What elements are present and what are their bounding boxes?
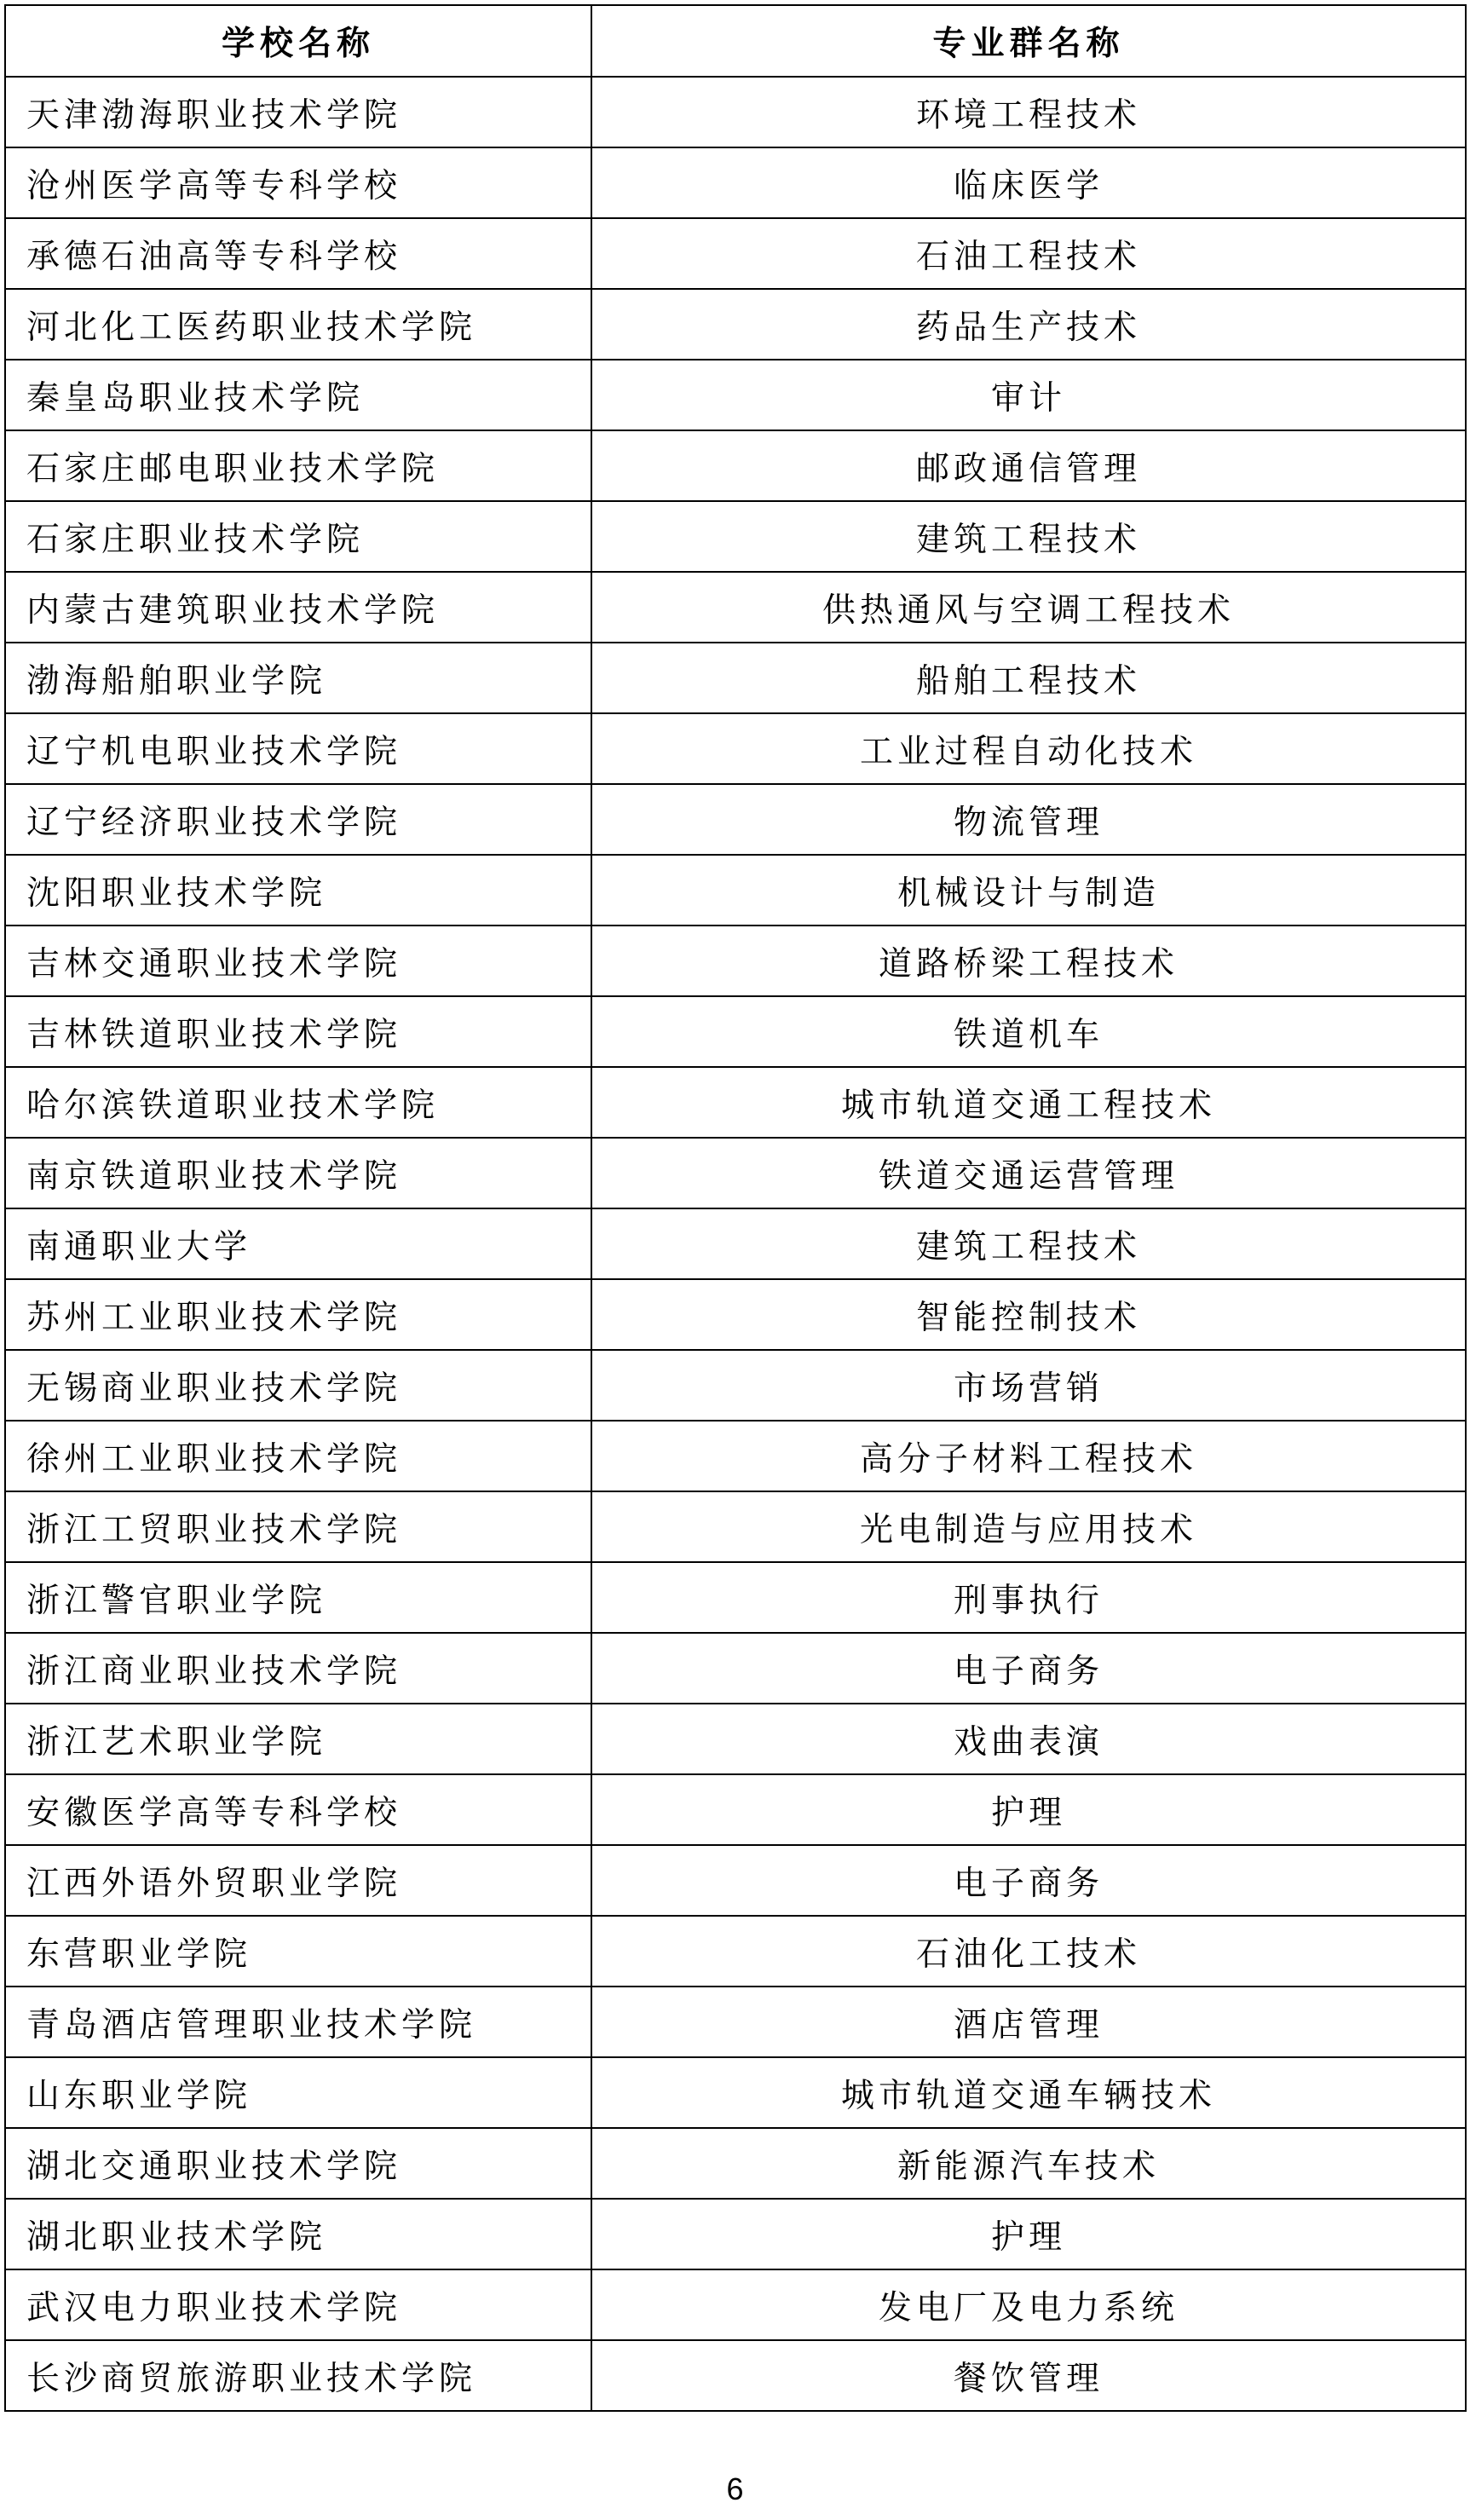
table-row bbox=[5, 1704, 1466, 1774]
school-name-cell: 江西外语外贸职业学院 bbox=[5, 1845, 591, 1916]
table-row bbox=[5, 1279, 1466, 1350]
table-row bbox=[5, 1774, 1466, 1845]
program-group-cell: 电子商务 bbox=[591, 1633, 1466, 1704]
program-group-cell: 船舶工程技术 bbox=[591, 643, 1466, 713]
table-row bbox=[5, 1845, 1466, 1916]
table-row bbox=[5, 784, 1466, 855]
school-name-cell: 安徽医学高等专科学校 bbox=[5, 1774, 591, 1845]
school-name-cell: 浙江艺术职业学院 bbox=[5, 1704, 591, 1774]
program-group-cell: 道路桥梁工程技术 bbox=[591, 926, 1466, 996]
table-row bbox=[5, 1067, 1466, 1138]
school-name-cell: 河北化工医药职业技术学院 bbox=[5, 289, 591, 360]
program-group-cell: 城市轨道交通工程技术 bbox=[591, 1067, 1466, 1138]
program-group-cell: 建筑工程技术 bbox=[591, 501, 1466, 572]
table-row bbox=[5, 2199, 1466, 2269]
school-name-cell: 内蒙古建筑职业技术学院 bbox=[5, 572, 591, 643]
table-row bbox=[5, 1138, 1466, 1208]
school-name-cell: 湖北职业技术学院 bbox=[5, 2199, 591, 2269]
school-name-cell: 武汉电力职业技术学院 bbox=[5, 2269, 591, 2340]
school-name-cell: 东营职业学院 bbox=[5, 1916, 591, 1987]
school-name-cell: 南京铁道职业技术学院 bbox=[5, 1138, 591, 1208]
table-body bbox=[5, 77, 1466, 2411]
table-row bbox=[5, 77, 1466, 147]
program-group-cell: 新能源汽车技术 bbox=[591, 2128, 1466, 2199]
school-name-cell: 石家庄邮电职业技术学院 bbox=[5, 430, 591, 501]
table-row bbox=[5, 1350, 1466, 1421]
table-row bbox=[5, 147, 1466, 218]
program-group-cell: 光电制造与应用技术 bbox=[591, 1491, 1466, 1562]
program-group-cell: 发电厂及电力系统 bbox=[591, 2269, 1466, 2340]
school-name-cell: 无锡商业职业技术学院 bbox=[5, 1350, 591, 1421]
program-group-cell: 护理 bbox=[591, 1774, 1466, 1845]
table-header-row bbox=[5, 5, 1466, 77]
program-group-cell: 酒店管理 bbox=[591, 1987, 1466, 2057]
table-row bbox=[5, 2269, 1466, 2340]
program-group-cell: 审计 bbox=[591, 360, 1466, 430]
table-row bbox=[5, 218, 1466, 289]
program-group-cell: 城市轨道交通车辆技术 bbox=[591, 2057, 1466, 2128]
table-row bbox=[5, 926, 1466, 996]
table-row bbox=[5, 2340, 1466, 2411]
table-row bbox=[5, 1491, 1466, 1562]
table-row bbox=[5, 289, 1466, 360]
program-group-cell: 邮政通信管理 bbox=[591, 430, 1466, 501]
table-row bbox=[5, 855, 1466, 926]
table-row bbox=[5, 2128, 1466, 2199]
program-group-cell: 临床医学 bbox=[591, 147, 1466, 218]
table-row bbox=[5, 1916, 1466, 1987]
table-row bbox=[5, 643, 1466, 713]
school-name-cell: 辽宁机电职业技术学院 bbox=[5, 713, 591, 784]
table-row bbox=[5, 360, 1466, 430]
program-group-cell: 护理 bbox=[591, 2199, 1466, 2269]
program-group-cell: 智能控制技术 bbox=[591, 1279, 1466, 1350]
school-name-cell: 辽宁经济职业技术学院 bbox=[5, 784, 591, 855]
table-row bbox=[5, 1633, 1466, 1704]
school-name-cell: 沧州医学高等专科学校 bbox=[5, 147, 591, 218]
school-name-cell: 秦皇岛职业技术学院 bbox=[5, 360, 591, 430]
program-group-cell: 工业过程自动化技术 bbox=[591, 713, 1466, 784]
header-school-name: 学校名称 bbox=[5, 5, 591, 77]
school-name-cell: 吉林交通职业技术学院 bbox=[5, 926, 591, 996]
program-group-cell: 电子商务 bbox=[591, 1845, 1466, 1916]
school-name-cell: 苏州工业职业技术学院 bbox=[5, 1279, 591, 1350]
program-group-cell: 铁道机车 bbox=[591, 996, 1466, 1067]
school-name-cell: 山东职业学院 bbox=[5, 2057, 591, 2128]
school-name-cell: 承德石油高等专科学校 bbox=[5, 218, 591, 289]
program-group-cell: 建筑工程技术 bbox=[591, 1208, 1466, 1279]
program-group-cell: 机械设计与制造 bbox=[591, 855, 1466, 926]
program-group-cell: 物流管理 bbox=[591, 784, 1466, 855]
table-row bbox=[5, 996, 1466, 1067]
table-row bbox=[5, 501, 1466, 572]
table-row bbox=[5, 430, 1466, 501]
program-group-cell: 供热通风与空调工程技术 bbox=[591, 572, 1466, 643]
program-group-cell: 铁道交通运营管理 bbox=[591, 1138, 1466, 1208]
program-group-cell: 石油化工技术 bbox=[591, 1916, 1466, 1987]
table-row bbox=[5, 1208, 1466, 1279]
page-number: 6 bbox=[726, 2471, 744, 2506]
table-row bbox=[5, 1562, 1466, 1633]
header-program-group: 专业群名称 bbox=[591, 5, 1466, 77]
school-name-cell: 湖北交通职业技术学院 bbox=[5, 2128, 591, 2199]
school-name-cell: 青岛酒店管理职业技术学院 bbox=[5, 1987, 591, 2057]
table-row bbox=[5, 1987, 1466, 2057]
school-name-cell: 浙江工贸职业技术学院 bbox=[5, 1491, 591, 1562]
program-group-cell: 餐饮管理 bbox=[591, 2340, 1466, 2411]
school-name-cell: 天津渤海职业技术学院 bbox=[5, 77, 591, 147]
school-name-cell: 南通职业大学 bbox=[5, 1208, 591, 1279]
program-group-cell: 戏曲表演 bbox=[591, 1704, 1466, 1774]
school-program-table bbox=[4, 4, 1467, 2412]
table-row bbox=[5, 572, 1466, 643]
table-row bbox=[5, 1421, 1466, 1491]
program-group-cell: 刑事执行 bbox=[591, 1562, 1466, 1633]
program-group-cell: 药品生产技术 bbox=[591, 289, 1466, 360]
school-name-cell: 石家庄职业技术学院 bbox=[5, 501, 591, 572]
program-group-cell: 石油工程技术 bbox=[591, 218, 1466, 289]
school-name-cell: 沈阳职业技术学院 bbox=[5, 855, 591, 926]
school-name-cell: 浙江警官职业学院 bbox=[5, 1562, 591, 1633]
school-name-cell: 渤海船舶职业学院 bbox=[5, 643, 591, 713]
school-name-cell: 浙江商业职业技术学院 bbox=[5, 1633, 591, 1704]
program-group-cell: 环境工程技术 bbox=[591, 77, 1466, 147]
school-name-cell: 徐州工业职业技术学院 bbox=[5, 1421, 591, 1491]
school-name-cell: 哈尔滨铁道职业技术学院 bbox=[5, 1067, 591, 1138]
school-name-cell: 吉林铁道职业技术学院 bbox=[5, 996, 591, 1067]
table-row bbox=[5, 713, 1466, 784]
program-group-cell: 高分子材料工程技术 bbox=[591, 1421, 1466, 1491]
program-group-cell: 市场营销 bbox=[591, 1350, 1466, 1421]
table-row bbox=[5, 2057, 1466, 2128]
school-name-cell: 长沙商贸旅游职业技术学院 bbox=[5, 2340, 591, 2411]
